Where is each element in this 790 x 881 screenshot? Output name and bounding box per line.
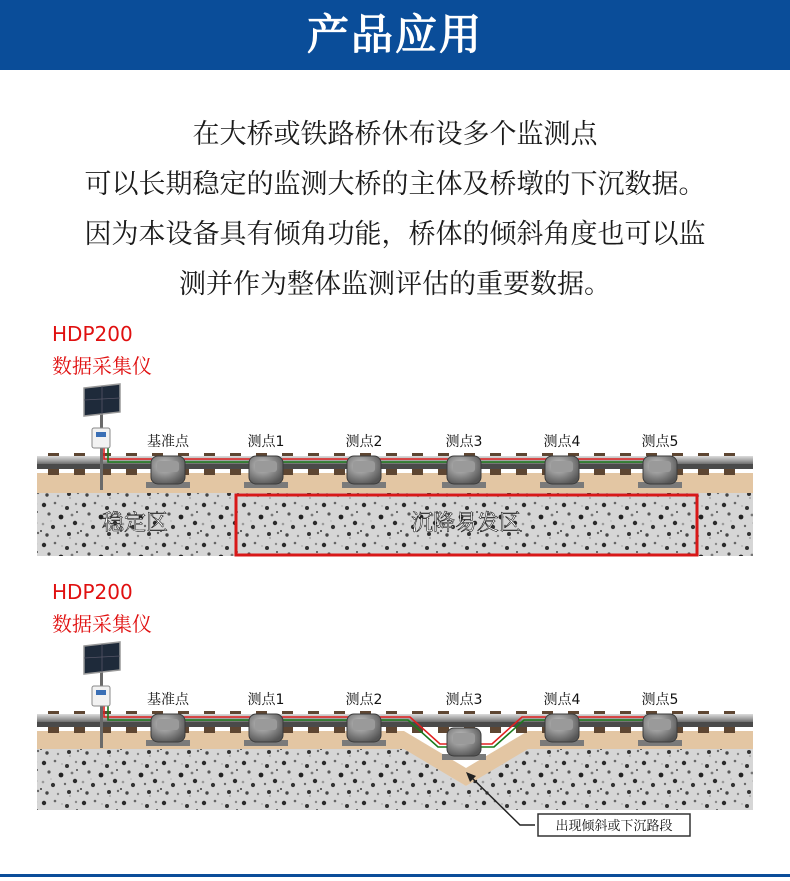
stable-zone-label: 稳定区 [101,511,169,536]
description-line-4: 测并作为整体监测评估的重要数据。 [179,269,611,300]
monitoring-point-icon [540,456,584,488]
monitoring-point-icon [638,456,682,488]
ground [37,748,753,810]
point-label: 基准点 [147,434,189,450]
monitoring-point-icon [146,714,190,746]
description-line-3: 因为本设备具有倾角功能，桥体的倾斜角度也可以监 [84,219,706,250]
description-line-1: 在大桥或铁路桥休布设多个监测点 [192,119,598,150]
monitoring-point-icon [244,714,288,746]
page-title: 产品应用 [306,10,483,59]
monitoring-point-icon [442,456,486,488]
device-name-label-2: 数据采集仪 [52,612,152,636]
data-logger-icon [92,428,110,448]
monitoring-point-icon [244,456,288,488]
description-line-2: 可以长期稳定的监测大桥的主体及桥墩的下沉数据。 [84,169,706,200]
point-label: 基准点 [147,692,189,708]
point-label: 测点4 [543,434,581,450]
monitoring-point-icon [540,714,584,746]
point-label: 测点3 [445,692,483,708]
device-name-label: 数据采集仪 [52,354,152,378]
point-label: 测点2 [345,692,383,708]
monitoring-point-icon [638,714,682,746]
point-label: 测点3 [445,434,483,450]
monitoring-point-icon [442,728,486,760]
point-label: 测点5 [641,434,679,450]
point-label: 测点2 [345,434,383,450]
point-label: 测点1 [247,434,285,450]
settlement-zone-label: 沉降易发区 [410,511,522,536]
monitoring-point-icon [342,714,386,746]
point-label: 测点1 [247,692,285,708]
point-label: 测点5 [641,692,679,708]
callout-label: 出现倾斜或下沉路段 [555,819,673,834]
bottom-divider [0,874,790,877]
point-label: 测点4 [543,692,581,708]
bridge-diagram-stable [0,380,790,570]
monitoring-point-icon [146,456,190,488]
monitoring-point-icon [342,456,386,488]
data-logger-icon [92,686,110,706]
device-model-label: HDP200 [52,322,133,346]
bridge-diagram-settlement [0,638,790,838]
device-model-label-2: HDP200 [52,580,133,604]
